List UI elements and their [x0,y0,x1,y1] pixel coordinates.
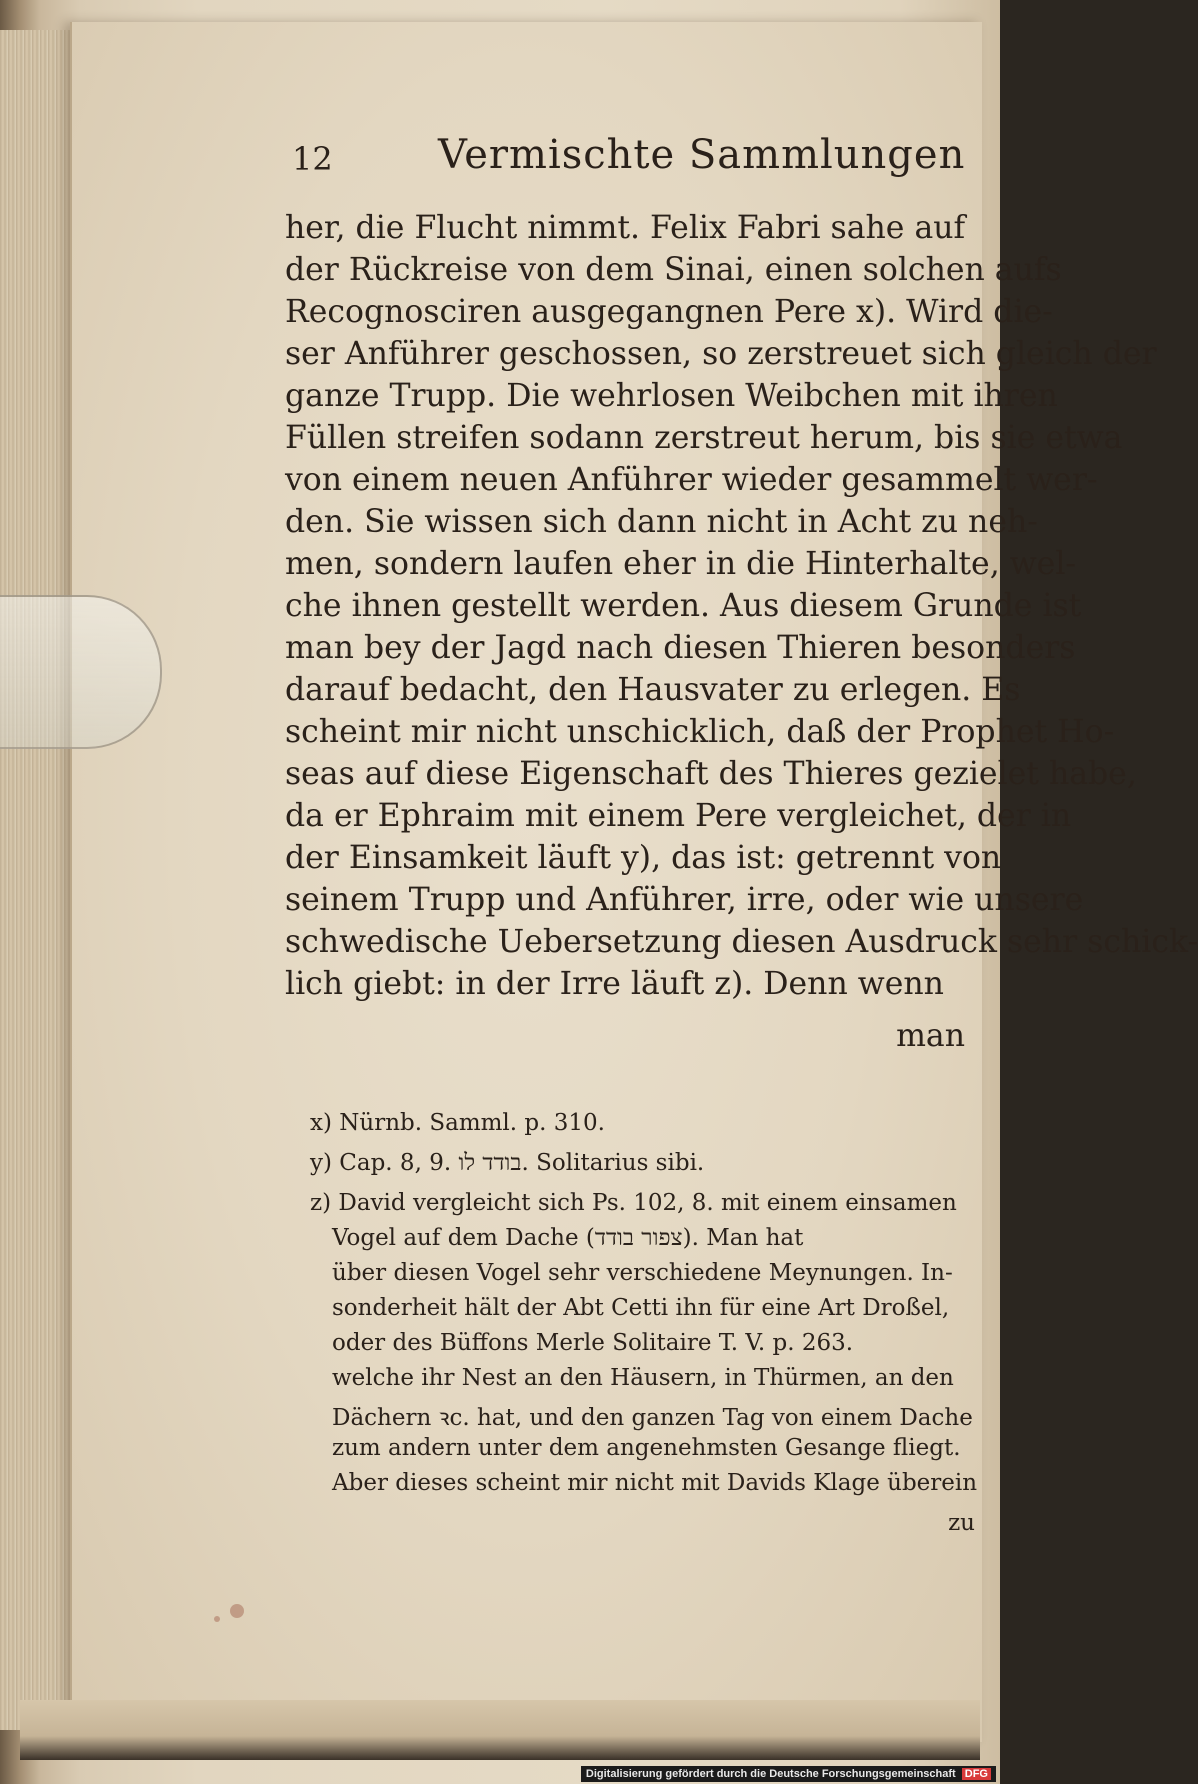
credit-text: Digitalisierung gefördert durch die Deutsche Forschungsgemeinschaft [585,1768,956,1780]
footnote-line: Dächern ꝛc. hat, und den ganzen Tag von einem Dache [332,1405,973,1431]
body-line: men, sondern laufen eher in die Hinterhalte, wel- [285,546,1077,582]
footnote-line: Aber dieses scheint mir nicht mit Davids Klage überein [332,1470,978,1496]
page-edges [0,30,72,1730]
footnote-line: z) David vergleicht sich Ps. 102, 8. mit einem einsamen [310,1190,957,1216]
body-line: seas auf diese Eigenschaft des Thieres gezielet habe, [285,756,1137,792]
body-line: Füllen streifen sodann zerstreut herum, bis sie etwa [285,420,1123,456]
running-head: Vermischte Sammlungen [438,132,966,178]
body-line: den. Sie wissen sich dann nicht in Acht zu neh- [285,504,1038,540]
footnote-line: oder des Büffons Merle Solitaire T. V. p. 263. [332,1330,854,1356]
ink-stain [230,1604,244,1618]
footnote-line: Vogel auf dem Dache (צפור בודד). Man hat [332,1225,804,1251]
catchword: man [896,1018,965,1054]
body-line: darauf bedacht, den Hausvater zu erlegen. Es [285,672,1021,708]
body-line: ser Anführer geschossen, so zerstreuet sich gleich der [285,336,1157,372]
body-line: man bey der Jagd nach diesen Thieren besonders [285,630,1076,666]
footnote-line: über diesen Vogel sehr verschiedene Meynungen. In- [332,1260,953,1286]
footnote-line: welche ihr Nest an den Häusern, in Thürmen, an den [332,1365,954,1391]
body-line: seinem Trupp und Anführer, irre, oder wie unsere [285,882,1084,918]
body-line: schwedische Uebersetzung diesen Ausdruck sehr schick- [285,924,1198,960]
footnote-line: zum andern unter dem angenehmsten Gesange fliegt. [332,1435,961,1461]
digitization-credit[interactable] [581,1766,996,1782]
body-line: her, die Flucht nimmt. Felix Fabri sahe auf [285,210,966,246]
footnote-line: y) Cap. 8, 9. בודד לו. Solitarius sibi. [310,1150,705,1176]
body-line: lich giebt: in der Irre läuft z). Denn wenn [285,966,944,1002]
body-line: scheint mir nicht unschicklich, daß der Prophet Ho- [285,714,1115,750]
body-line: ganze Trupp. Die wehrlosen Weibchen mit ihren [285,378,1058,414]
body-line: der Rückreise von dem Sinai, einen solchen aufs [285,252,1062,288]
footnote-line: sonderheit hält der Abt Cetti ihn für eine Art Droßel, [332,1295,950,1321]
ink-stain [214,1616,220,1622]
body-line: von einem neuen Anführer wieder gesammelt wer- [285,462,1098,498]
body-line: der Einsamkeit läuft y), das ist: getrennt von [285,840,1002,876]
dfg-logo: DFG [962,1768,991,1780]
page-number: 12 [292,140,333,178]
bookmark-tab [0,595,162,749]
footnote-catchword: zu [948,1510,975,1536]
page-bottom-edge [20,1700,980,1760]
footnote-line: x) Nürnb. Samml. p. 310. [310,1110,605,1136]
body-line: Recognosciren ausgegangnen Pere x). Wird die- [285,294,1053,330]
body-line: che ihnen gestellt werden. Aus diesem Grunde ist [285,588,1082,624]
body-line: da er Ephraim mit einem Pere vergleichet, der in [285,798,1072,834]
